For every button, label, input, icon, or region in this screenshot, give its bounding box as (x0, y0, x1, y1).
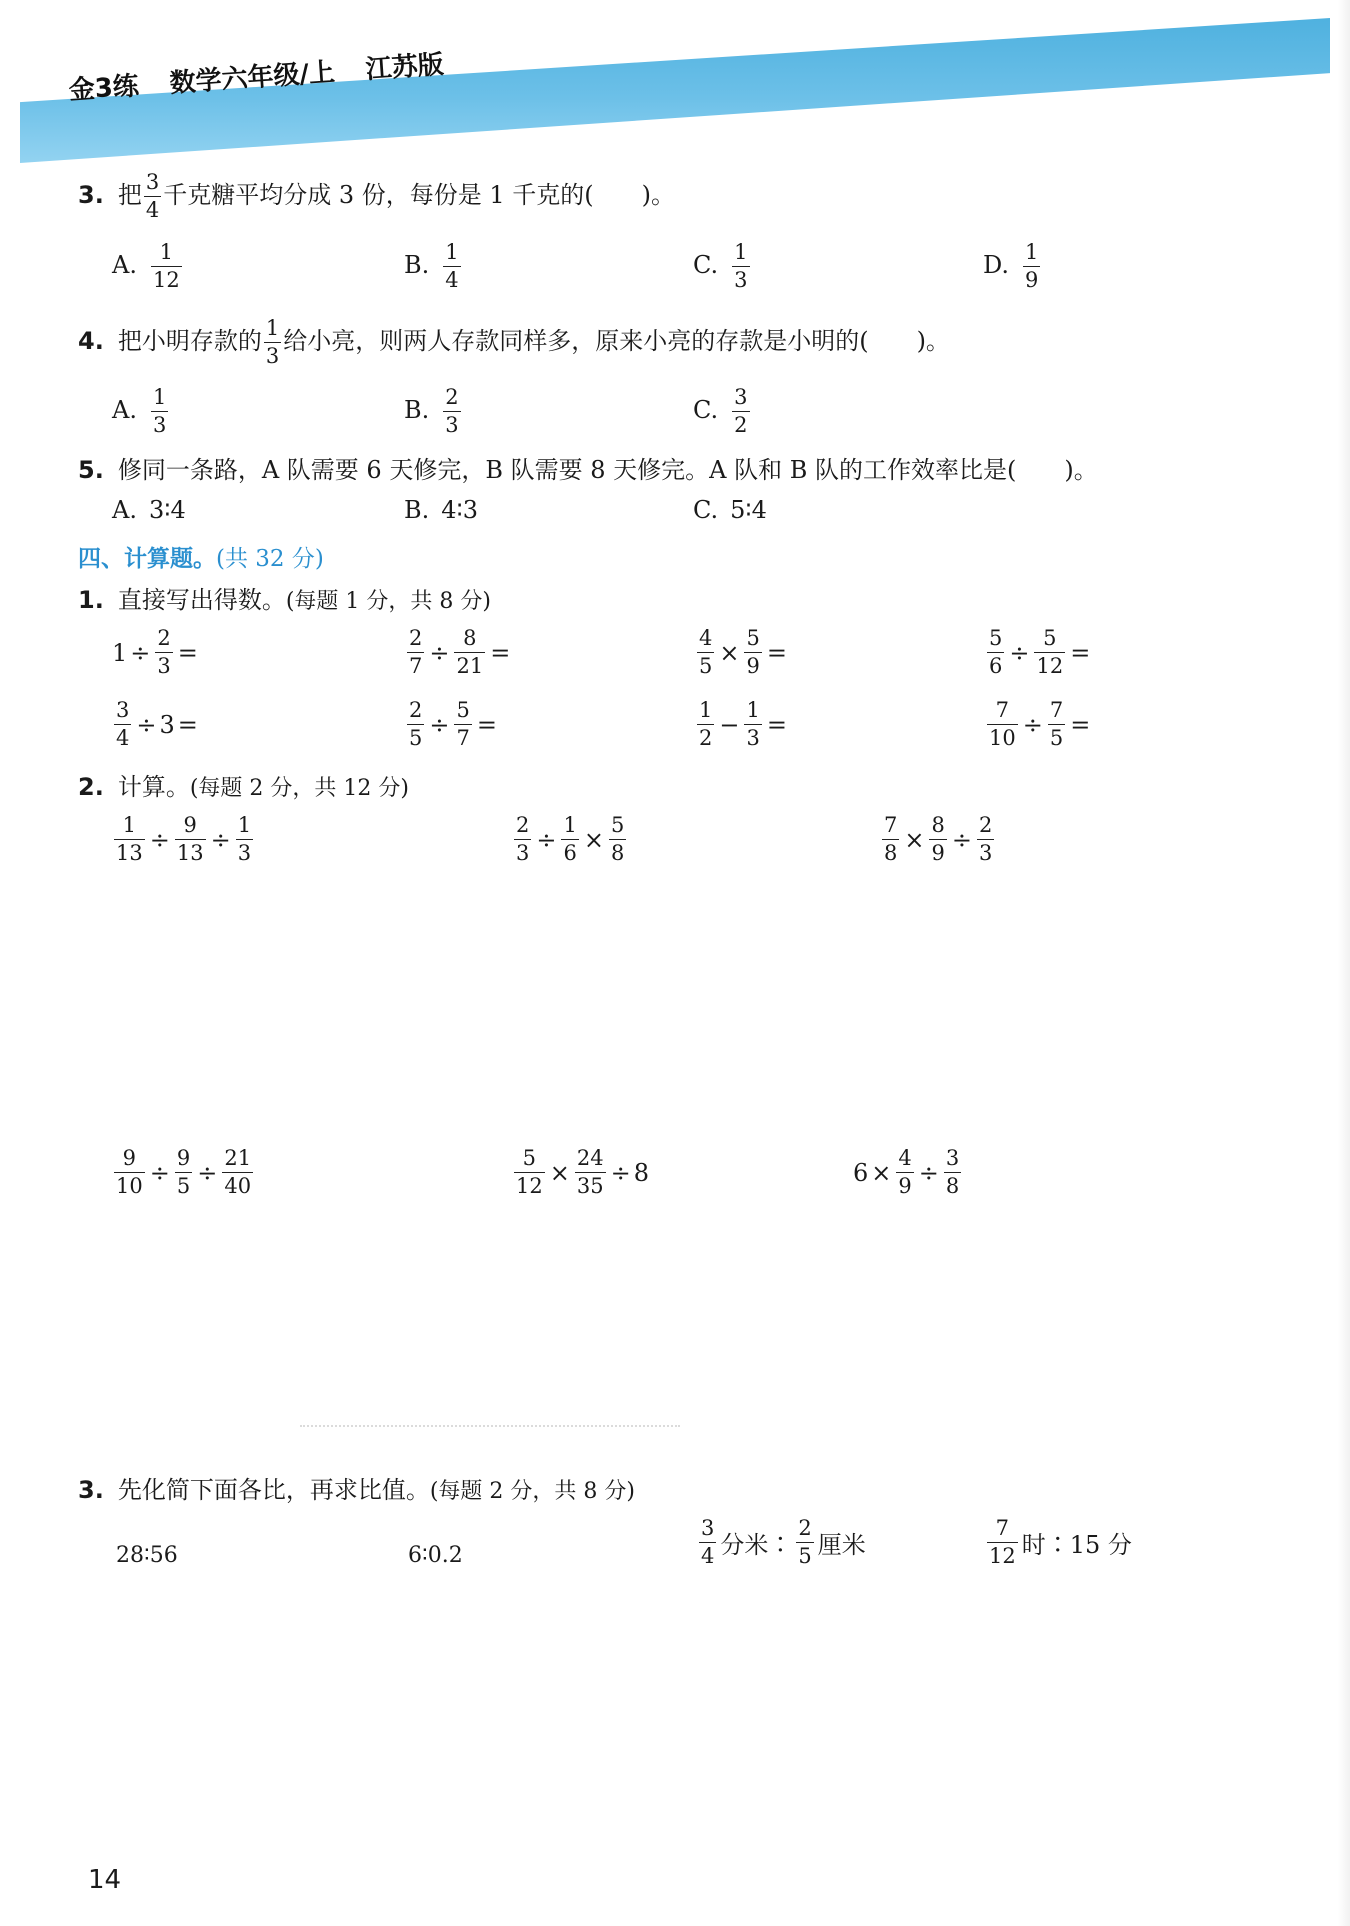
calc-1-1: 1 ÷ $\frac{2}{3}$ = (112, 626, 198, 678)
part-2-heading: 2. 计算。(每题 2 分，共 12 分) (78, 773, 409, 801)
option-c: C. $\frac{3}{2}$ (693, 385, 748, 437)
calc-1-8: $\frac{7}{10}$ ÷ $\frac{7}{5}$ = (989, 698, 1091, 750)
page-number: 14 (88, 1865, 122, 1895)
ratio-2: 6∶0.2 (408, 1542, 463, 1568)
calc-2-2: $\frac{2}{3}$ ÷ $\frac{1}{6}$ × $\frac{5}{8}$ (516, 813, 625, 865)
option-b: B. $\frac{1}{4}$ (404, 240, 459, 292)
calc-1-7: $\frac{1}{2}$ − $\frac{1}{3}$ = (699, 698, 787, 750)
option-d: D. $\frac{1}{9}$ (983, 240, 1039, 292)
scan-speckle (300, 1425, 680, 1429)
fraction: $\frac{3}{4}$ (145, 170, 160, 222)
calc-2-6: 6 × $\frac{4}{9}$ ÷ $\frac{3}{8}$ (853, 1146, 960, 1198)
option-b: B. $\frac{2}{3}$ (404, 385, 459, 437)
part-1-heading: 1. 直接写出得数。(每题 1 分，共 8 分) (78, 586, 491, 614)
brand: 金3练 (67, 71, 140, 107)
option-a: A. $\frac{1}{3}$ (112, 385, 167, 437)
question-4: 4. 把小明存款的 $\frac{1}{3}$ 给小亮，则两人存款同样多，原来小亮的存款是小明的( )。 (78, 316, 950, 368)
ratio-3: $\frac{3}{4}$ 分米∶ $\frac{2}{5}$ 厘米 (701, 1516, 866, 1568)
option-a: A. 3∶4 (112, 496, 186, 524)
calc-1-4: $\frac{5}{6}$ ÷ $\frac{5}{12}$ = (989, 626, 1091, 678)
question-5: 5. 修同一条路，A 队需要 6 天修完，B 队需要 8 天修完。A 队和 B 队的工作效率比是( )。 (78, 456, 1098, 484)
calc-2-1: $\frac{1}{13}$ ÷ $\frac{9}{13}$ ÷ $\frac{1}{3}$ (116, 813, 252, 865)
calc-2-3: $\frac{7}{8}$ × $\frac{8}{9}$ ÷ $\frac{2}{3}$ (884, 813, 993, 865)
ratio-1: 28∶56 (116, 1542, 178, 1568)
calc-2-5: $\frac{5}{12}$ × $\frac{24}{35}$ ÷ 8 (516, 1146, 649, 1198)
calc-1-3: $\frac{4}{5}$ × $\frac{5}{9}$ = (699, 626, 787, 678)
calc-1-2: $\frac{2}{7}$ ÷ $\frac{8}{21}$ = (409, 626, 511, 678)
question-3: 3. 把 $\frac{3}{4}$ 千克糖平均分成 3 份，每份是 1 千克的( )。 (78, 170, 675, 222)
subject: 数学六年级/上 (168, 57, 336, 99)
page-edge-shadow (1338, 0, 1350, 1926)
edition: 江苏版 (364, 49, 445, 86)
calc-1-5: $\frac{3}{4}$ ÷ 3 = (116, 698, 198, 750)
option-b: B. 4∶3 (404, 496, 479, 524)
section-title: 四、计算题。(共 32 分) (78, 546, 324, 572)
option-a: A. $\frac{1}{12}$ (112, 240, 180, 292)
ratio-4: $\frac{7}{12}$ 时∶15 分 (989, 1516, 1132, 1568)
calc-2-4: $\frac{9}{10}$ ÷ $\frac{9}{5}$ ÷ $\frac{21}{40}$ (116, 1146, 252, 1198)
option-c: C. 5∶4 (693, 496, 767, 524)
calc-1-6: $\frac{2}{5}$ ÷ $\frac{5}{7}$ = (409, 698, 497, 750)
option-c: C. $\frac{1}{3}$ (693, 240, 748, 292)
part-3-heading: 3. 先化简下面各比，再求比值。(每题 2 分，共 8 分) (78, 1476, 635, 1504)
